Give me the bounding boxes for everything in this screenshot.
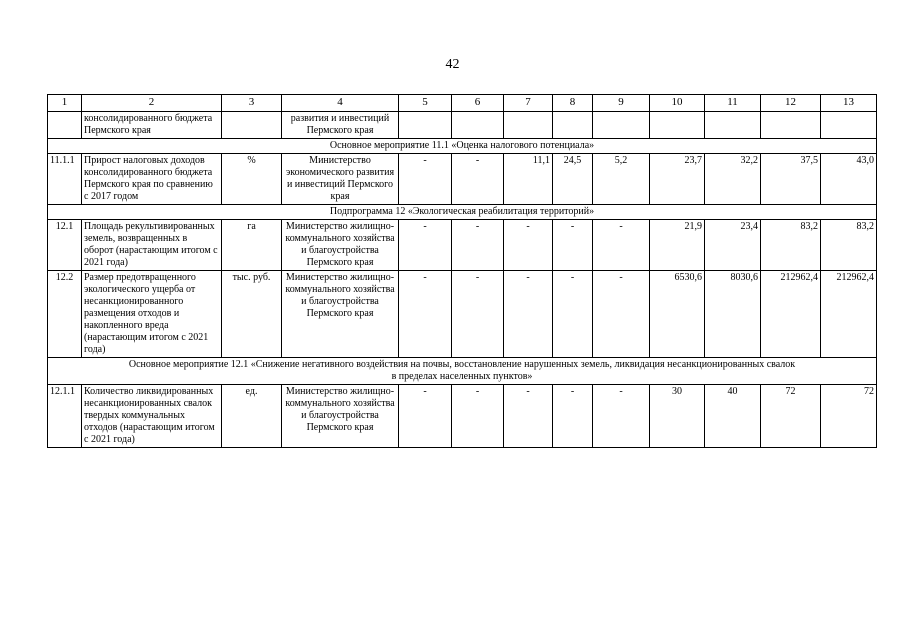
responsible-agency: Министерство жилищно-коммунального хозяйства и благоустройства Пермского края (282, 385, 399, 448)
header-cell: 13 (821, 95, 877, 112)
value-cell: - (452, 154, 504, 205)
value-cell: 23,4 (705, 220, 761, 271)
header-cell: 4 (282, 95, 399, 112)
value-cell: 212962,4 (761, 271, 821, 358)
value-cell: - (553, 220, 593, 271)
responsible-agency: Министерство жилищно-коммунального хозяйства и благоустройства Пермского края (282, 271, 399, 358)
value-cell: - (504, 220, 553, 271)
value-cell: 30 (650, 385, 705, 448)
header-cell: 3 (222, 95, 282, 112)
row-number: 12.2 (48, 271, 82, 358)
value-cell: - (399, 154, 452, 205)
value-cell: - (452, 220, 504, 271)
header-row (48, 95, 877, 112)
value-cell: - (452, 385, 504, 448)
value-cell: - (399, 271, 452, 358)
value-cell: - (593, 385, 650, 448)
section-title: Основное мероприятие 12.1 «Снижение негативного воздействия на почвы, восстановление нарушенных земель, ликвидация несанкционированных свалок (128, 359, 796, 370)
value-cell: - (452, 271, 504, 358)
value-cell: - (553, 385, 593, 448)
section-row (48, 205, 877, 220)
value-cell: 6530,6 (650, 271, 705, 358)
responsible-agency: Министерство жилищно-коммунального хозяйства и благоустройства Пермского края (282, 220, 399, 271)
unit: га (222, 220, 282, 271)
indicator-name: Площадь рекультивированных земель, возвращенных в оборот (нарастающим итогом с 2021 года) (82, 220, 222, 271)
unit: ед. (222, 385, 282, 448)
header-cell: 1 (48, 95, 82, 112)
table-row (48, 220, 877, 271)
indicator-name: Размер предотвращенного экологического ущерба от несанкционированного размещения отходов и накопленного вреда (нарастающим итогом с 2021 года) (82, 271, 222, 358)
section-row (48, 358, 877, 385)
value-cell: - (399, 220, 452, 271)
value-cell: 23,7 (650, 154, 705, 205)
value-cell: 37,5 (761, 154, 821, 205)
header-cell: 5 (399, 95, 452, 112)
table-row (48, 385, 877, 448)
value-cell: 8030,6 (705, 271, 761, 358)
unit: % (222, 154, 282, 205)
header-cell: 12 (761, 95, 821, 112)
header-cell: 6 (452, 95, 504, 112)
value-cell: - (399, 385, 452, 448)
value-cell: 11,1 (504, 154, 553, 205)
header-cell: 9 (593, 95, 650, 112)
unit: тыс. руб. (222, 271, 282, 358)
responsible-agency: Министерство экономического развития и инвестиций Пермского края (282, 154, 399, 205)
table-row (48, 271, 877, 358)
row-number: 12.1.1 (48, 385, 82, 448)
value-cell: 43,0 (821, 154, 877, 205)
header-cell: 10 (650, 95, 705, 112)
value-cell: 72 (761, 385, 821, 448)
value-cell: 40 (705, 385, 761, 448)
section-row (48, 139, 877, 154)
value-cell: - (593, 220, 650, 271)
value-cell: - (593, 271, 650, 358)
header-cell: 11 (705, 95, 761, 112)
value-cell: 5,2 (593, 154, 650, 205)
header-cell: 8 (553, 95, 593, 112)
row-number: 11.1.1 (48, 154, 82, 205)
value-cell: - (553, 271, 593, 358)
section-title: Основное мероприятие 11.1 «Оценка налогового потенциала» (48, 139, 877, 154)
indicator-name: Прирост налоговых доходов консолидированного бюджета Пермского края по сравнению с 2017 годом (82, 154, 222, 205)
value-cell: 83,2 (821, 220, 877, 271)
section-title: Подпрограмма 12 «Экологическая реабилитация территорий» (48, 205, 877, 220)
table-row (48, 154, 877, 205)
responsible-agency: развития и инвестиций Пермского края (282, 112, 399, 139)
value-cell: 72 (821, 385, 877, 448)
section-title-continued: в пределах населенных пунктов» (391, 371, 533, 382)
table-row (48, 112, 877, 139)
indicator-name: консолидированного бюджета Пермского края (82, 112, 222, 139)
value-cell: - (504, 271, 553, 358)
value-cell: 24,5 (553, 154, 593, 205)
value-cell: 83,2 (761, 220, 821, 271)
value-cell: 21,9 (650, 220, 705, 271)
value-cell: 32,2 (705, 154, 761, 205)
indicator-name: Количество ликвидированных несанкционированных свалок твердых коммунальных отходов (нарастающим итогом с 2021 года) (82, 385, 222, 448)
indicators-table (47, 94, 877, 448)
row-number: 12.1 (48, 220, 82, 271)
page-number: 42 (445, 57, 460, 72)
header-cell: 7 (504, 95, 553, 112)
header-cell: 2 (82, 95, 222, 112)
value-cell: - (504, 385, 553, 448)
value-cell: 212962,4 (821, 271, 877, 358)
